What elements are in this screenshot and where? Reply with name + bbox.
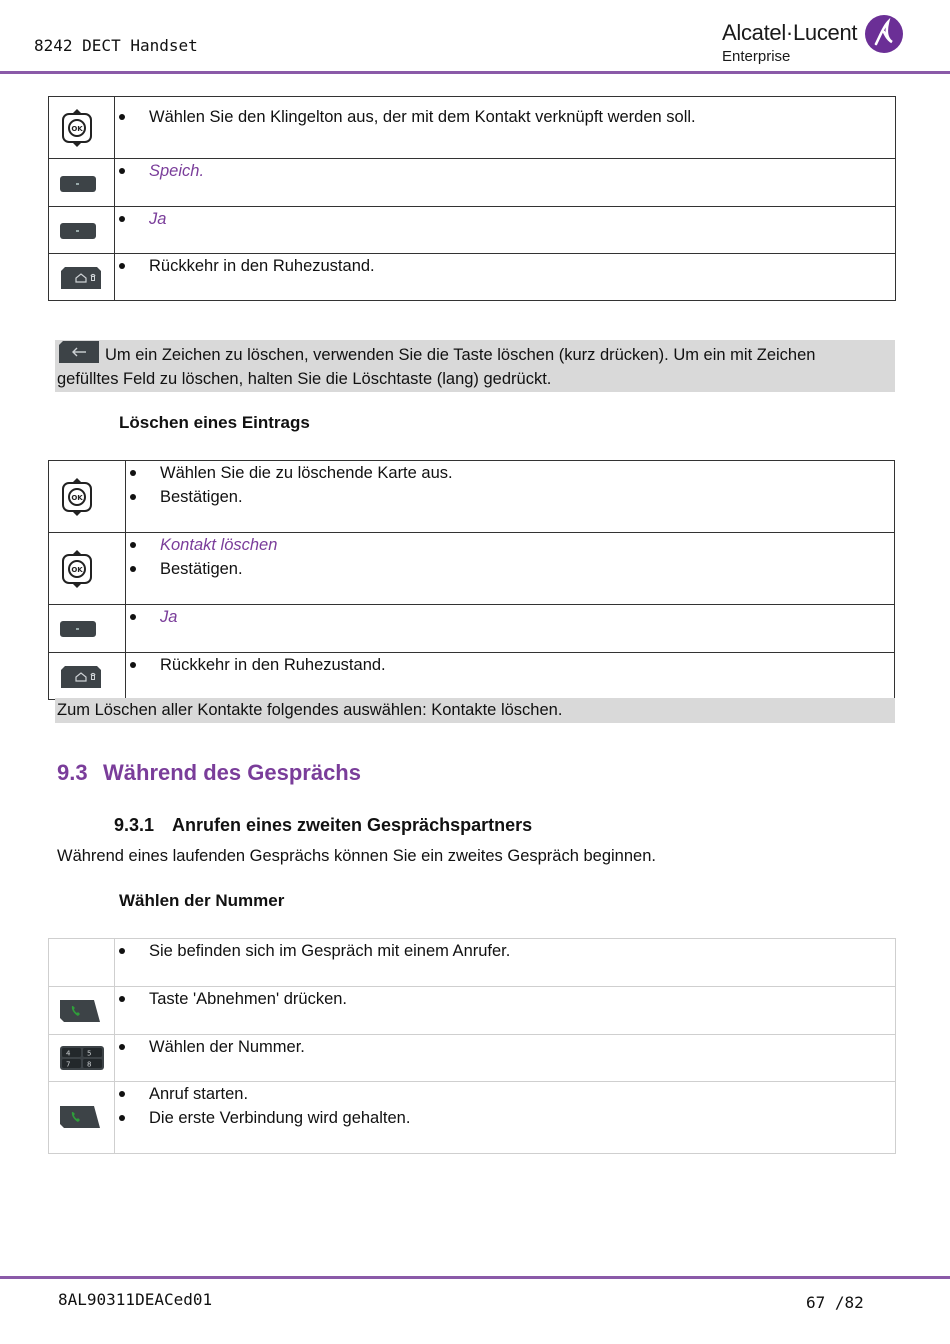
table-row (49, 653, 895, 700)
section-title: Während des Gesprächs (103, 760, 361, 785)
list-item: Taste 'Abnehmen' drücken. (115, 987, 895, 1011)
footer-rule (0, 1276, 950, 1279)
logo-wordmark: Alcatel·Lucent (722, 20, 858, 45)
list-item: Wählen Sie den Klingelton aus, der mit dem Kontakt verknüpft werden soll. (115, 105, 895, 129)
document-code: 8AL90311DEACed01 (58, 1290, 213, 1309)
call-key-icon (60, 1000, 100, 1022)
home-hangup-key-icon (61, 267, 101, 289)
navigation-ok-icon (60, 478, 94, 516)
list-item: Bestätigen. (126, 485, 894, 509)
note-text: Um ein Zeichen zu löschen, verwenden Sie die Taste löschen (kurz drücken). Um ein mit Zeichen gefülltes Feld zu löschen, halten Sie die Löschtaste (lang) gedrückt. (57, 346, 816, 388)
logo-mark-icon (864, 14, 904, 54)
logo-subtitle: Enterprise (722, 48, 791, 65)
list-item: Wählen der Nummer. (115, 1035, 895, 1059)
subheading-dial-number: Wählen der Nummer (119, 891, 285, 910)
table-row (49, 207, 896, 254)
list-item: Bestätigen. (126, 557, 894, 581)
subsection-number: 9.3.1 (114, 815, 155, 835)
svg-text:OK: OK (71, 494, 83, 502)
menu-option: Ja (115, 207, 895, 231)
list-item: Wählen Sie die zu löschende Karte aus. (126, 461, 894, 485)
table-row (49, 254, 896, 301)
table-row (49, 159, 896, 207)
note-delete-all (55, 698, 895, 723)
steps-table-second-call (48, 938, 896, 1154)
header-rule (0, 71, 950, 74)
table-row (49, 605, 895, 653)
softkey-icon (60, 176, 96, 192)
note-delete-character (55, 340, 895, 392)
section-number: 9.3 (57, 760, 88, 785)
subsection-title: Anrufen eines zweiten Gesprächspartners (172, 815, 533, 835)
menu-option: Ja (126, 605, 894, 629)
page-number: 67 /82 (806, 1293, 864, 1312)
company-logo (720, 12, 910, 68)
call-key-icon (60, 1106, 100, 1128)
list-item: Die erste Verbindung wird gehalten. (115, 1106, 895, 1130)
navigation-ok-icon (60, 550, 94, 588)
subheading-delete-entry: Löschen eines Eintrags (119, 413, 310, 432)
table-row (49, 461, 895, 533)
svg-text:OK: OK (71, 125, 83, 133)
keypad-digit: 7 (66, 1060, 71, 1069)
table-row (49, 1035, 896, 1082)
menu-option: Speich. (115, 159, 895, 183)
note-text: Zum Löschen aller Kontakte folgendes auswählen: Kontakte löschen. (57, 701, 563, 719)
keypad-digit: 5 (87, 1049, 92, 1058)
svg-text:OK: OK (71, 566, 83, 574)
subsection-heading (114, 815, 532, 836)
keypad-digit: 8 (87, 1060, 92, 1069)
keypad-icon (60, 1046, 104, 1070)
table-row (49, 1082, 896, 1154)
menu-option: Kontakt löschen (126, 533, 894, 557)
steps-table-ringtone (48, 96, 896, 301)
softkey-icon (60, 223, 96, 239)
list-item: Sie befinden sich im Gespräch mit einem Anrufer. (115, 939, 895, 963)
body-paragraph: Während eines laufenden Gesprächs können Sie ein zweites Gespräch beginnen. (57, 847, 656, 865)
list-item: Rückkehr in den Ruhezustand. (126, 653, 894, 677)
table-row (49, 939, 896, 987)
section-heading (57, 760, 361, 786)
table-row (49, 97, 896, 159)
list-item: Anruf starten. (115, 1082, 895, 1106)
list-item: Rückkehr in den Ruhezustand. (115, 254, 895, 278)
keypad-digit: 4 (66, 1049, 71, 1058)
softkey-icon (60, 621, 96, 637)
home-hangup-key-icon (61, 666, 101, 688)
navigation-ok-icon (60, 109, 94, 147)
document-title: 8242 DECT Handset (34, 36, 198, 55)
table-row (49, 533, 895, 605)
steps-table-delete (48, 460, 895, 700)
table-row (49, 987, 896, 1035)
